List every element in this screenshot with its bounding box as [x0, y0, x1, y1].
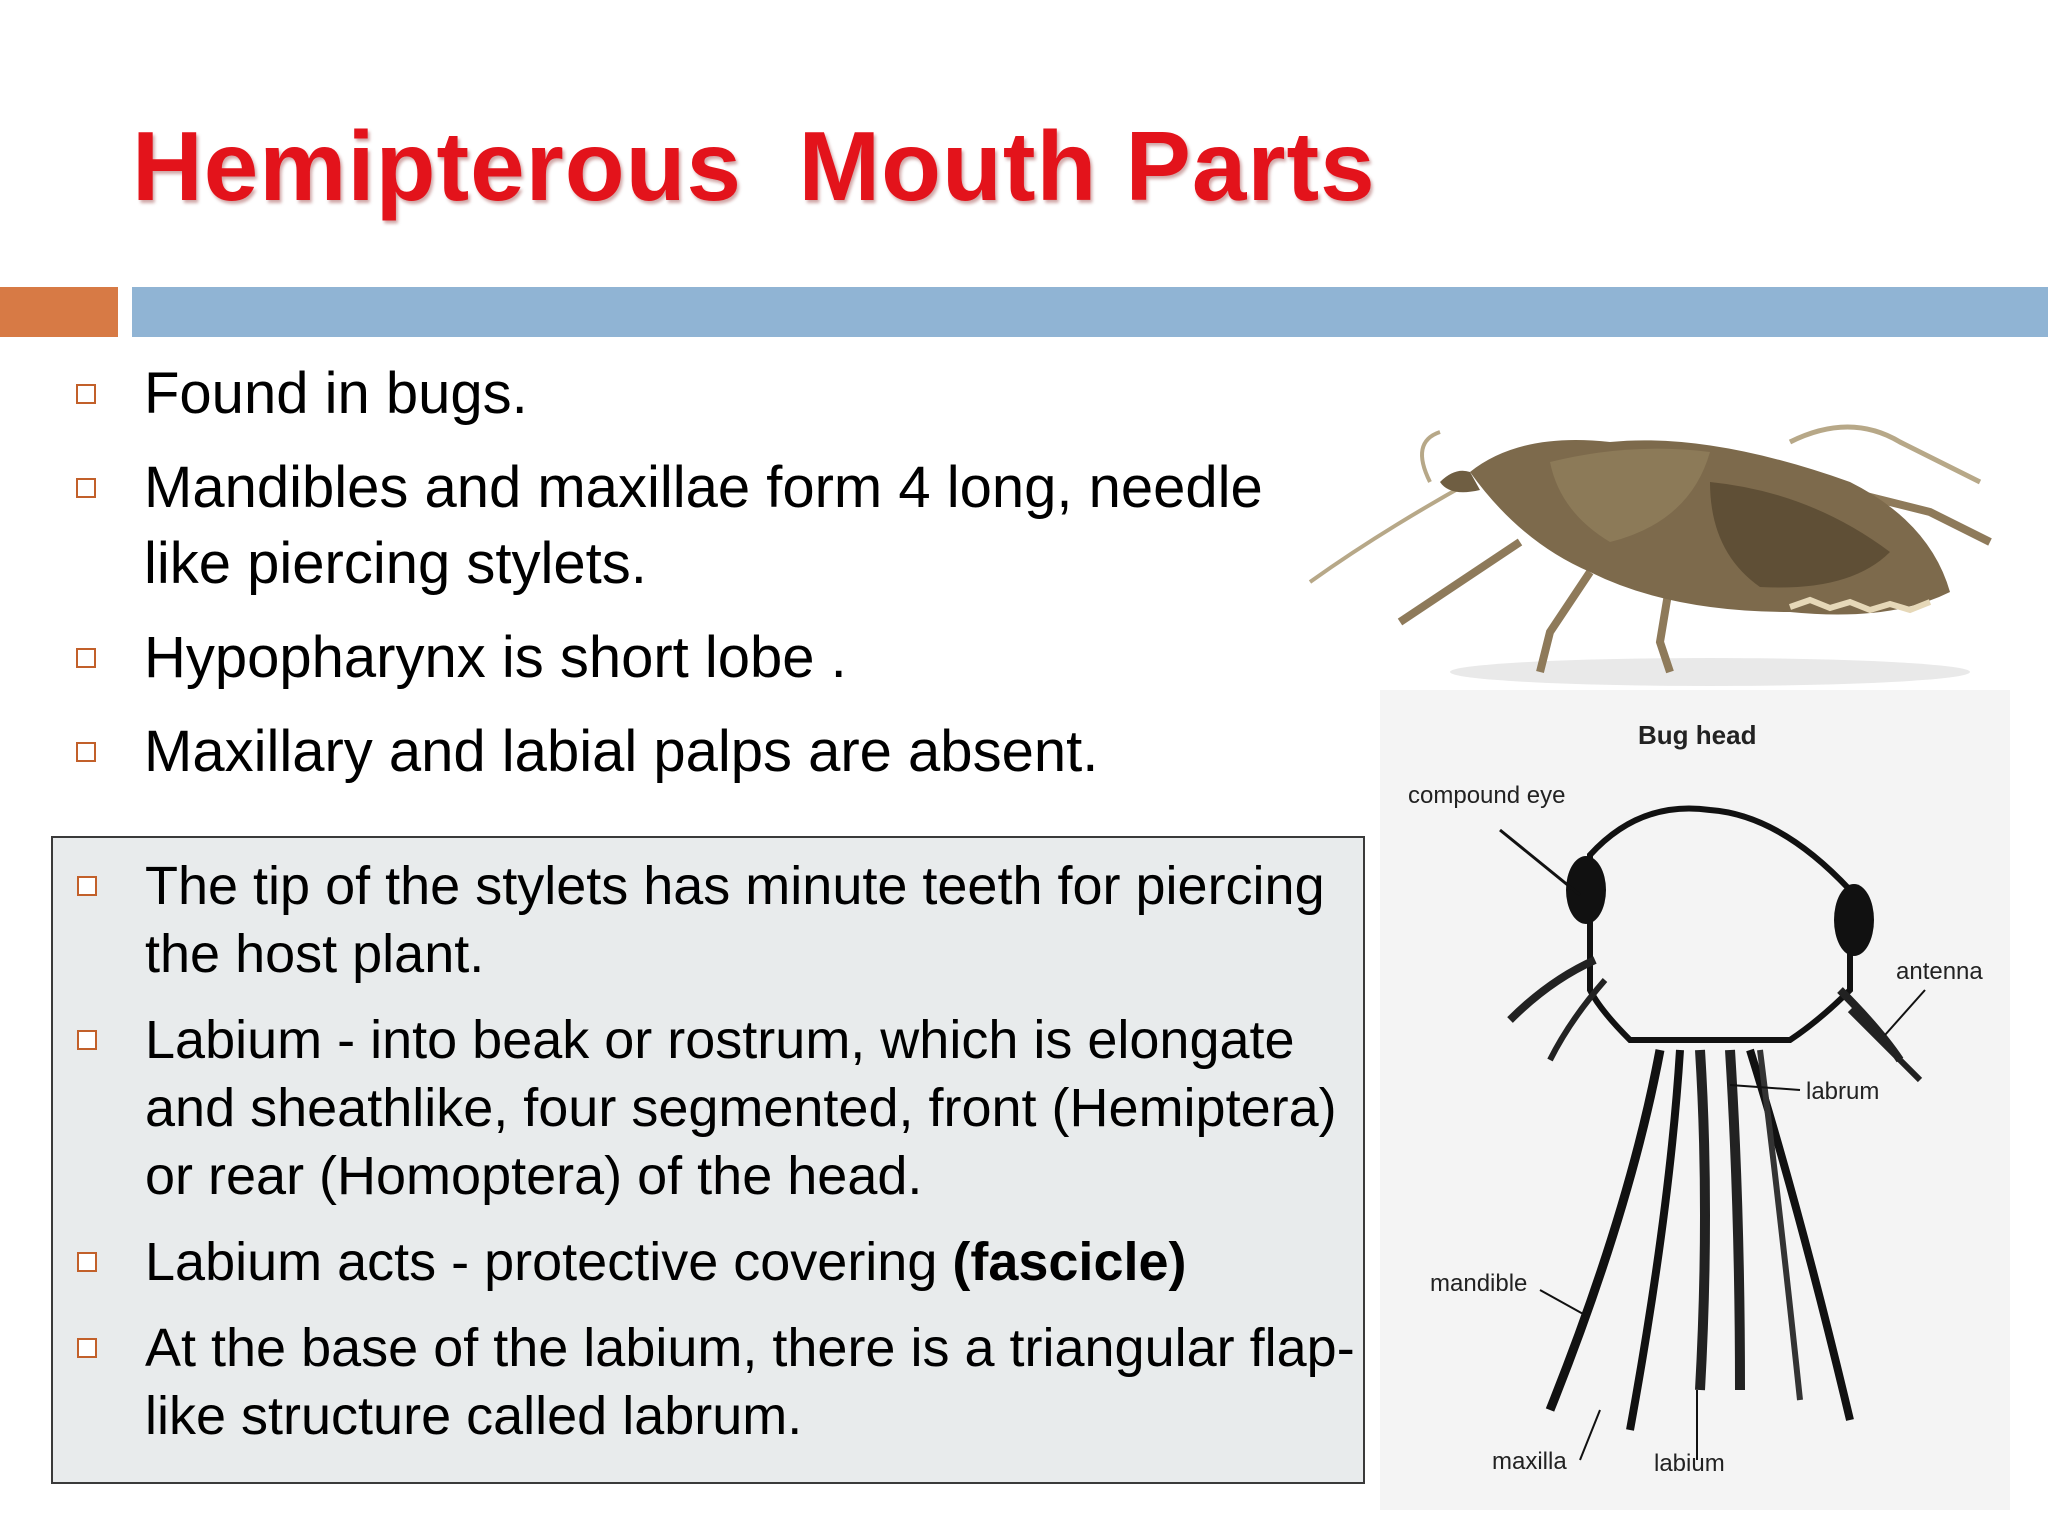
square-bullet-icon	[77, 1338, 97, 1358]
box-bullet-list	[73, 852, 1363, 1468]
highlight-box	[51, 836, 1365, 1484]
list-item	[73, 1006, 1363, 1210]
list-item	[73, 1314, 1363, 1450]
bug-head-diagram	[1380, 690, 2010, 1510]
bullet-text: The tip of the stylets has minute teeth for piercing the host plant.	[145, 856, 1325, 984]
bullet-bold-text: (fascicle)	[952, 1232, 1187, 1292]
square-bullet-icon	[77, 1252, 97, 1272]
bullet-text: Hypopharynx is short lobe .	[144, 625, 847, 690]
label-compound-eye: compound eye	[1408, 782, 1566, 809]
list-item	[73, 852, 1363, 988]
square-bullet-icon	[76, 648, 96, 668]
bullet-text: Mandibles and maxillae form 4 long, needle like piercing stylets.	[144, 455, 1263, 596]
accent-bar-blue	[132, 287, 2048, 337]
label-mandible: mandible	[1430, 1270, 1528, 1297]
list-item	[73, 1228, 1363, 1296]
list-item	[72, 620, 1322, 696]
label-labium: labium	[1654, 1450, 1725, 1477]
accent-bar-orange	[0, 287, 118, 337]
bullet-text: Maxillary and labial palps are absent.	[144, 719, 1099, 784]
square-bullet-icon	[77, 1030, 97, 1050]
bullet-text: Labium - into beak or rostrum, which is elongate and sheathlike, four segmented, front (Hemiptera) or rear (Homoptera) of the head.	[145, 1010, 1337, 1206]
list-item	[72, 450, 1322, 602]
list-item	[72, 714, 1322, 790]
bullet-text: Found in bugs.	[144, 361, 528, 426]
bullet-text: At the base of the labium, there is a triangular flap-like structure called labrum.	[145, 1318, 1355, 1446]
square-bullet-icon	[76, 478, 96, 498]
stink-bug-image	[1290, 372, 2010, 692]
bug-head-drawing	[1380, 690, 2010, 1510]
label-labrum: labrum	[1806, 1078, 1880, 1105]
bullet-list	[72, 356, 1322, 808]
diagram-title: Bug head	[1638, 720, 1757, 750]
list-item	[72, 356, 1322, 432]
square-bullet-icon	[76, 742, 96, 762]
slide-title: Hemipterous Mouth Parts	[132, 111, 1376, 221]
square-bullet-icon	[76, 384, 96, 404]
label-antenna: antenna	[1896, 958, 1983, 985]
square-bullet-icon	[77, 876, 97, 896]
bullet-text: Labium acts - protective covering	[145, 1232, 953, 1292]
label-maxilla: maxilla	[1492, 1448, 1567, 1475]
